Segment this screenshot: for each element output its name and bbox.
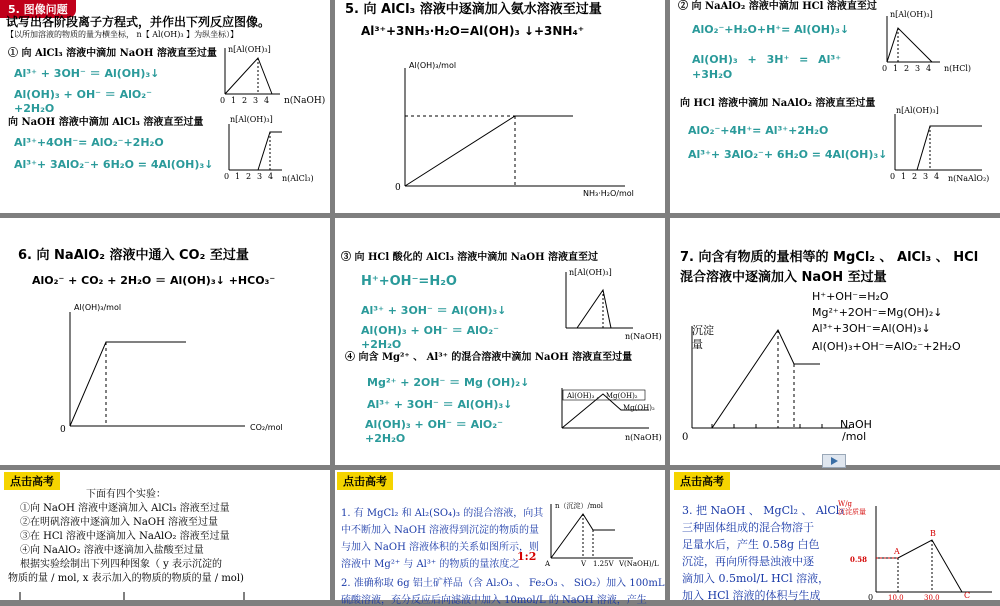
experiment-item: ③在 HCl 溶液中逐滴加入 NaAlO₂ 溶液至过量 [20,531,230,542]
slide-title: 7. 向含有物质的量相等的 MgCl₂ 、 AlCl₃ 、 HCl [680,250,979,265]
slide-title: 混合溶液中逐滴加入 NaOH 至过量 [680,270,887,285]
tick-label: 3 [257,172,263,181]
problem-text: 中不断加入 NaOH 溶液得到沉淀的物质的量 [341,525,539,536]
x-axis-label: NH₃·H₂O/mol [583,189,634,198]
graph-co2 [60,302,320,438]
problem-text: 三种固体组成的混合物溶于 [682,521,814,534]
slide-exam-mgcl2 [335,470,665,606]
problem-text: 溶液中 Mg²⁺ 与 Al³⁺ 的物质的量浓度之 [341,559,520,570]
y-axis-label: n[Al(OH)₃] [228,45,271,54]
graph-ammonia [395,60,655,200]
tick-label: 2 [904,64,910,73]
tick-label: 3 [915,64,921,73]
question-text: 物质的量 / mol, x 表示加入的物质的物质的量 / mol) [8,573,244,584]
equation: Al³⁺+3NH₃·H₂O=Al(OH)₃ ↓+3NH₄⁺ [361,24,585,38]
answer-graphs-preview [14,590,314,600]
x-axis-label: NaOH [840,418,872,431]
origin-label: 0 [395,183,401,193]
origin-label: 0 [60,425,66,435]
tick-label: 0 [220,96,226,105]
equation: AlO₂⁻ + CO₂ + 2H₂O ＝ Al(OH)₃↓ +HCO₃⁻ [32,274,276,287]
x-axis-label: n(NaOH) [625,433,662,442]
y-axis-label: Al(OH)₃/mol [409,61,457,70]
graph-hcl-naalo2 [892,104,1000,184]
next-slide-button[interactable] [822,454,846,468]
slide-co2 [0,218,330,465]
tick-label: 10.0 [888,594,904,602]
graph-precipitate-mass [838,500,998,602]
x-axis-unit: /mol [842,430,867,443]
y-axis-label: n[Al(OH)₃] [890,10,933,19]
x-axis-label: CO₂/mol [250,423,283,432]
tick-label: 4 [268,172,274,181]
tick-label: 3 [253,96,259,105]
tick-label: 1 [231,96,237,105]
experiment-item: ④向 NaAlO₂ 溶液中逐滴加入盐酸至过量 [20,545,204,556]
experiment-item: ①向 NaOH 溶液中逐滴加入 AlCl₃ 溶液至过量 [20,503,230,514]
slide-exam-four-experiments [0,470,330,600]
reaction: H⁺+OH⁻=H₂O [812,290,889,303]
equation: Mg²⁺ + 2OH⁻ ＝ Mg (OH)₂↓ [367,376,530,389]
y-axis-label: 沉淀 [692,324,714,337]
x-axis-label: n(NaOH) [284,96,326,106]
tick-label: 1 [893,64,899,73]
reaction: Al(OH)₃+OH⁻=AlO₂⁻+2H₂O [812,340,961,353]
origin-label: 0 [868,593,874,602]
reaction: Al³⁺+3OH⁻=Al(OH)₃↓ [812,322,931,335]
slide-title: 6. 向 NaAlO₂ 溶液中通入 CO₂ 至过量 [18,248,249,263]
origin-label: 0 [682,432,689,443]
slide-ammonia [335,0,665,213]
exam-badge: 点击高考 [337,472,393,490]
tick-label: 0 [224,172,230,181]
y-axis-label: n[Al(OH)₃] [896,106,939,115]
slide-exam-naoh-mgcl2-alcl3 [670,470,1000,600]
y-axis-label: W/g [838,500,853,508]
tick-label: 0 [890,172,896,181]
equation: Al³⁺+ 3AlO₂⁻+ 6H₂O = 4Al(OH)₃↓ [688,148,888,161]
tick-label: 4 [934,172,940,181]
curve-label: Mg(OH)₂ [623,404,655,412]
tick-label: 2 [242,96,248,105]
x-axis-label: n(NaOH) [625,332,662,341]
intro-text: 下面有四个实验： [86,489,166,500]
x-axis-label: V(NaOH)/L [619,560,659,568]
equation: Al(OH)₃ + 3H⁺ = Al³⁺ +3H₂O [692,53,842,81]
problem-text: 3. 把 NaOH 、 MgCl₂ 、 AlCl₃ [682,504,844,517]
problem-text: 滴加入 0.5mol/L HCl 溶液， [682,572,830,585]
graph-mg-al-mixture [559,388,663,448]
equation: H⁺+OH⁻=H₂O [361,274,457,289]
problem-text: 1. 有 MgCl₂ 和 Al₂(SO₄)₃ 的混合溶液，向其 [341,508,544,519]
tick-label: 1 [901,172,907,181]
question-1: ① 向 AlCl₃ 溶液中滴加 NaOH 溶液直至过量 [8,48,217,59]
equation: Al³⁺+ 3AlO₂⁻+ 6H₂O = 4Al(OH)₃↓ [14,158,214,171]
question-4: ④ 向含 Mg²⁺ 、 Al³⁺ 的混合溶液中滴加 NaOH 溶液直至过量 [345,352,633,363]
problem-text: 沉淀，再向所得悬浊液中逐 [682,555,814,568]
tick-label: 1 [235,172,241,181]
y-axis-label: 沉淀质量 [838,508,866,516]
tick-label: 2 [912,172,918,181]
play-icon [831,457,838,465]
x-axis-label: n(AlCl₃) [282,174,314,183]
legend-label: Al(OH)₃ 、 Mg(OH)₂ [567,392,638,400]
axis-note: 【以所加溶液的物质的量为横坐标， n【 Al(OH)₃ 】为纵坐标）】 [6,30,239,39]
tick-label: 3 [923,172,929,181]
question-1: ② 向 NaAlO₂ 溶液中滴加 HCl 溶液直至过 [678,1,877,12]
graph-naalo2-hcl [884,10,994,74]
section-badge: 5. 图像问题 [0,0,76,18]
tick-label: 2 [246,172,252,181]
question-2: 向 HCl 溶液中滴加 NaAlO₂ 溶液直至过量 [680,98,876,109]
slide-mixture [670,218,1000,465]
point-label: B [930,529,936,538]
problem-text: 与加入 NaOH 溶液体积的关系如图所示，则 [341,542,539,553]
graph-precipitate-volume [543,500,663,568]
tick-label: 4 [264,96,270,105]
problem-text: 足量水后，产生 0.58g 白色 [682,538,820,551]
equation: Al(OH)₃ + OH⁻ ＝ AlO₂⁻ +2H₂O [365,418,503,445]
value-label: 0.58 [850,555,868,564]
y-axis-label: 量 [692,338,703,351]
problem-text: 硫酸溶液，充分反应后向滤液中加入 10mol/L 的 NaOH 溶液，产生 [341,595,647,606]
graph-naoh-alcl3 [226,114,326,182]
equation: Al³⁺ + 3OH⁻ ＝ Al(OH)₃↓ [361,304,507,317]
answer-text: 1:2 [517,550,537,563]
x-axis-label: n(HCl) [944,64,972,73]
equation: AlO₂⁻+4H⁺= Al³⁺+2H₂O [688,124,829,137]
tick-label: V [581,560,587,568]
slide-ion-equations-3 [335,218,665,465]
reaction: Mg²⁺+2OH⁻=Mg(OH)₂↓ [812,306,943,319]
slide-ion-equations-2 [670,0,1000,213]
problem-text: 加入 HCl 溶液的体积与生成 [682,589,821,602]
question-text: 根据实验绘制出下列四种图象（ y 表示沉淀的 [20,559,223,570]
graph-alcl3-naoh [222,44,332,106]
graph-acidified-alcl3 [563,266,663,342]
point-label: C [964,591,971,600]
tick-label: 30.0 [924,594,940,602]
origin-label: A [545,560,551,568]
y-axis-label: n[Al(OH)₃] [569,268,612,277]
equation: Al(OH)₃ + OH⁻ ＝ AlO₂⁻ +2H₂O [14,88,152,115]
exam-badge: 点击高考 [674,472,730,490]
instruction-line: 试写出各阶段离子方程式，并作出下列反应图像。 [6,15,271,29]
y-axis-label: Al(OH)₃/mol [74,303,122,312]
equation: Al³⁺ + 3OH⁻ ＝ Al(OH)₃↓ [367,398,513,411]
tick-label: 0 [882,64,888,73]
exam-badge: 点击高考 [4,472,60,490]
question-3: ③ 向 HCl 酸化的 AlCl₃ 溶液中滴加 NaOH 溶液直至过 [341,252,599,263]
problem-text: 2. 准确称取 6g 铝土矿样品（含 Al₂O₃ 、 Fe₂O₃ 、 SiO₂）加入 100mL [341,578,665,589]
equation: Al³⁺+4OH⁻= AlO₂⁻+2H₂O [14,136,164,149]
y-axis-label: n（沉淀）/mol [555,502,603,510]
question-2: 向 NaOH 溶液中滴加 AlCl₃ 溶液直至过量 [8,117,204,128]
equation: Al(OH)₃ + OH⁻ ＝ AlO₂⁻ +2H₂O [361,324,499,351]
tick-label: 4 [926,64,932,73]
point-label: A [894,547,900,556]
slide-title: 5. 向 AlCl₃ 溶液中逐滴加入氨水溶液至过量 [345,2,602,17]
equation: AlO₂⁻+H₂O+H⁺= Al(OH)₃↓ [692,23,850,36]
slide-ion-equations-1 [0,0,330,213]
experiment-item: ②在明矾溶液中逐滴加入 NaOH 溶液至过量 [20,517,218,528]
tick-label: 1.25V [593,560,614,568]
y-axis-label: n[Al(OH)₃] [230,115,273,124]
x-axis-label: n(NaAlO₂) [948,174,990,183]
equation: Al³⁺ + 3OH⁻ ＝ Al(OH)₃↓ [14,67,160,80]
